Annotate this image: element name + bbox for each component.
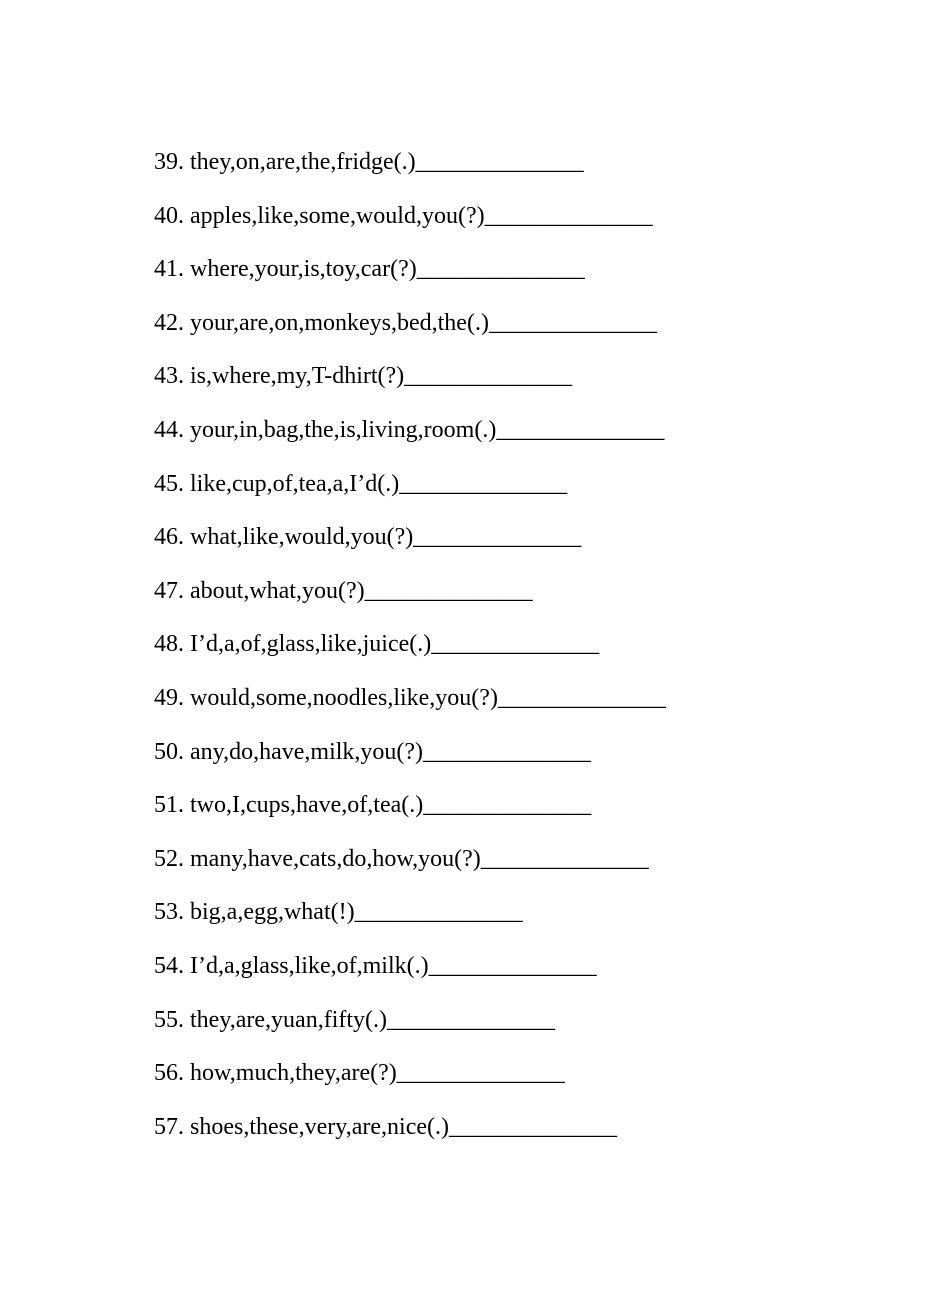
question-words: your,in,bag,the,is,living,room(.) xyxy=(190,416,497,443)
question-words: big,a,egg,what(!) xyxy=(190,899,355,926)
question-number: 54. xyxy=(154,952,184,979)
question-number: 51. xyxy=(154,792,184,819)
question-words: about,what,you(?) xyxy=(190,577,365,604)
question-number: 42. xyxy=(154,309,184,336)
question-item xyxy=(154,197,854,251)
question-item xyxy=(154,947,854,1001)
question-item xyxy=(154,679,854,733)
answer-blank: ______________ xyxy=(354,899,523,926)
question-words: would,some,noodles,like,you(?) xyxy=(190,684,498,711)
question-item xyxy=(154,625,854,679)
question-words: apples,like,some,would,you(?) xyxy=(190,202,485,229)
answer-blank: ______________ xyxy=(404,363,573,390)
question-item xyxy=(154,893,854,947)
answer-blank: ______________ xyxy=(484,202,653,229)
question-words: how,much,they,are(?) xyxy=(190,1060,397,1087)
answer-blank: ______________ xyxy=(364,577,533,604)
answer-blank: ______________ xyxy=(428,952,597,979)
question-number: 39. xyxy=(154,149,184,175)
answer-blank: ______________ xyxy=(396,1060,565,1087)
question-item xyxy=(154,572,854,626)
question-words: like,cup,of,tea,a,I’d(.) xyxy=(190,470,400,497)
question-item xyxy=(154,1108,854,1162)
question-item xyxy=(154,304,854,358)
question-item xyxy=(154,518,854,572)
answer-blank: ______________ xyxy=(416,256,585,283)
answer-blank: ______________ xyxy=(387,1006,556,1033)
answer-blank: ______________ xyxy=(480,845,649,872)
question-item xyxy=(154,250,854,304)
question-words: what,like,would,you(?) xyxy=(190,524,414,551)
question-item xyxy=(154,411,854,465)
answer-blank: ______________ xyxy=(415,149,584,175)
question-item xyxy=(154,733,854,787)
answer-blank: ______________ xyxy=(399,470,568,497)
question-words: many,have,cats,do,how,you(?) xyxy=(190,845,481,872)
question-number: 52. xyxy=(154,845,184,872)
question-number: 45. xyxy=(154,470,184,497)
question-item xyxy=(154,840,854,894)
question-words: any,do,have,milk,you(?) xyxy=(190,738,424,765)
question-number: 46. xyxy=(154,524,184,551)
question-words: your,are,on,monkeys,bed,the(.) xyxy=(190,309,489,336)
question-number: 48. xyxy=(154,631,184,658)
question-number: 47. xyxy=(154,577,184,604)
answer-blank: ______________ xyxy=(448,1113,617,1140)
question-number: 56. xyxy=(154,1060,184,1087)
question-words: shoes,these,very,are,nice(.) xyxy=(190,1113,449,1140)
question-words: they,are,yuan,fifty(.) xyxy=(190,1006,388,1033)
question-item xyxy=(154,143,854,197)
question-item xyxy=(154,357,854,411)
question-item xyxy=(154,786,854,840)
answer-blank: ______________ xyxy=(423,792,592,819)
question-number: 44. xyxy=(154,416,184,443)
question-number: 43. xyxy=(154,363,184,390)
answer-blank: ______________ xyxy=(497,684,666,711)
question-words: where,your,is,toy,car(?) xyxy=(190,256,417,283)
question-list xyxy=(154,143,854,1161)
question-number: 40. xyxy=(154,202,184,229)
question-item xyxy=(154,465,854,519)
question-words: is,where,my,T-dhirt(?) xyxy=(190,363,405,390)
question-number: 53. xyxy=(154,899,184,926)
question-number: 49. xyxy=(154,684,184,711)
question-item xyxy=(154,1001,854,1055)
question-number: 50. xyxy=(154,738,184,765)
question-words: two,I,cups,have,of,tea(.) xyxy=(190,792,424,819)
question-words: I’d,a,glass,like,of,milk(.) xyxy=(190,952,429,979)
question-words: they,on,are,the,fridge(.) xyxy=(190,149,416,175)
question-words: I’d,a,of,glass,like,juice(.) xyxy=(190,631,432,658)
answer-blank: ______________ xyxy=(423,738,592,765)
answer-blank: ______________ xyxy=(431,631,600,658)
answer-blank: ______________ xyxy=(496,416,665,443)
answer-blank: ______________ xyxy=(488,309,657,336)
question-number: 57. xyxy=(154,1113,184,1140)
question-number: 41. xyxy=(154,256,184,283)
answer-blank: ______________ xyxy=(413,524,582,551)
question-item xyxy=(154,1054,854,1108)
question-number: 55. xyxy=(154,1006,184,1033)
